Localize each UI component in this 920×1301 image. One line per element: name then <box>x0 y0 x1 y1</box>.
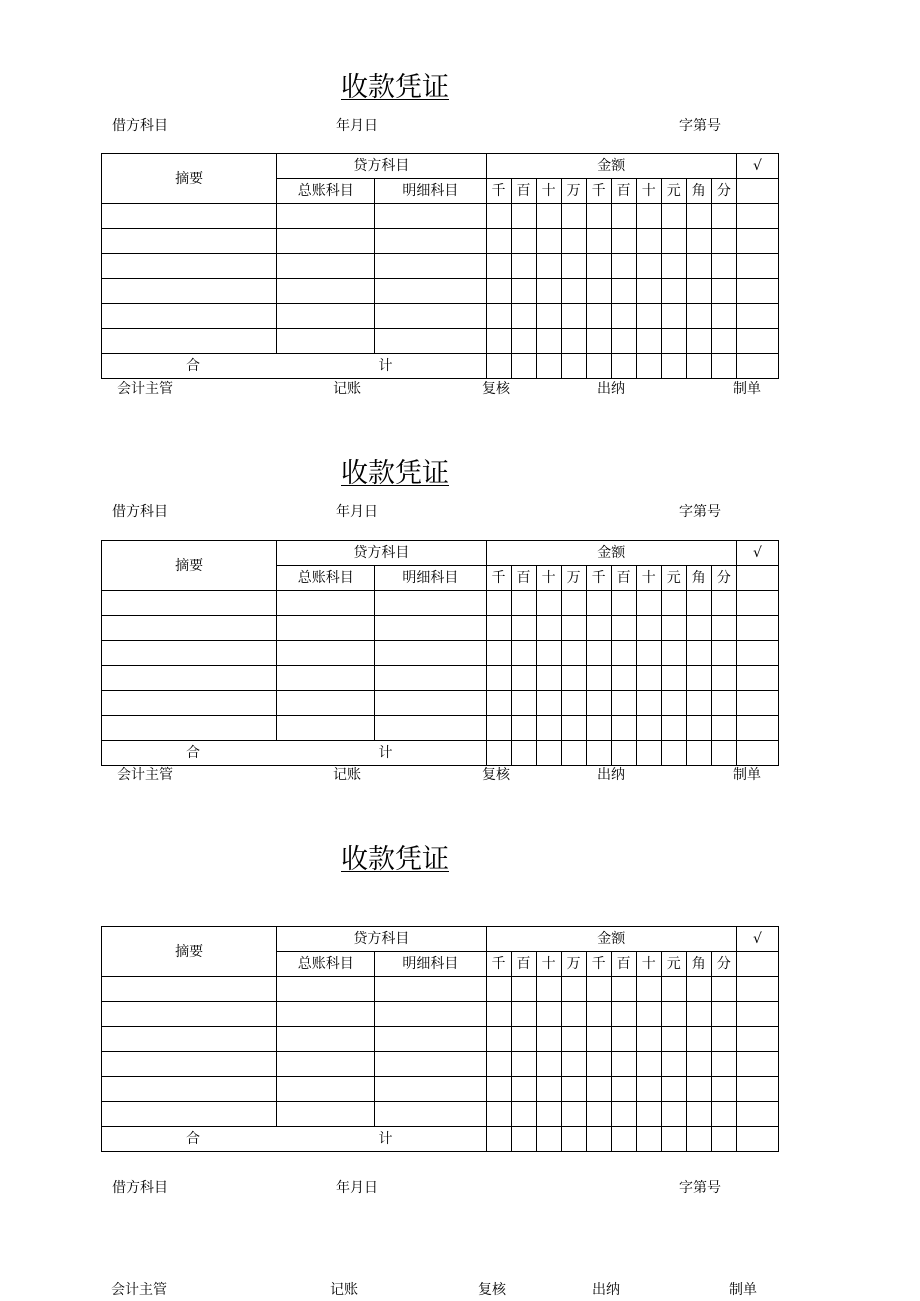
signature-supervisor: 会计主管 <box>111 1282 167 1298</box>
signature-cashier: 出纳 <box>597 767 625 783</box>
general-account-header: 总账科目 <box>277 179 375 204</box>
entry-row[interactable] <box>102 254 779 279</box>
entry-row[interactable] <box>102 1027 779 1052</box>
summary-header: 摘要 <box>102 541 277 591</box>
general-account-header: 总账科目 <box>277 566 375 591</box>
credit-account-header: 贷方科目 <box>277 541 486 566</box>
digit-header: 百 <box>611 179 636 204</box>
digit-header: 十 <box>636 566 661 591</box>
digit-header: 千 <box>486 566 511 591</box>
entry-row[interactable] <box>102 1102 779 1127</box>
detail-account-header: 明细科目 <box>375 952 486 977</box>
total-row <box>102 354 779 379</box>
entry-row[interactable] <box>102 616 779 641</box>
digit-header: 万 <box>561 179 586 204</box>
total-label-left: 合 <box>186 358 200 374</box>
entry-row[interactable] <box>102 204 779 229</box>
entry-row[interactable] <box>102 329 779 354</box>
credit-account-header: 贷方科目 <box>277 154 486 179</box>
voucher-number-label: 字第号 <box>679 504 721 520</box>
digit-header: 千 <box>586 952 611 977</box>
entry-row[interactable] <box>102 641 779 666</box>
total-row <box>102 741 779 766</box>
digit-header: 分 <box>711 952 736 977</box>
entry-row[interactable] <box>102 666 779 691</box>
general-account-header: 总账科目 <box>277 952 375 977</box>
digit-header: 百 <box>611 952 636 977</box>
entry-row[interactable] <box>102 591 779 616</box>
voucher-title: 收款凭证 <box>341 72 449 103</box>
digit-header: 元 <box>661 566 686 591</box>
digit-header: 万 <box>561 952 586 977</box>
digit-header: 百 <box>511 566 536 591</box>
digit-header: 千 <box>586 566 611 591</box>
digit-header: 百 <box>511 179 536 204</box>
check-cell[interactable] <box>736 566 778 591</box>
signature-preparer: 制单 <box>733 381 761 397</box>
digit-header: 十 <box>536 952 561 977</box>
signature-preparer: 制单 <box>729 1282 757 1298</box>
debit-account-label: 借方科目 <box>112 504 168 520</box>
total-label-right: 计 <box>378 745 393 761</box>
check-mark-header: √ <box>736 927 778 952</box>
total-label-right: 计 <box>378 1131 393 1147</box>
total-row <box>102 1127 779 1152</box>
signature-bookkeeper: 记账 <box>333 767 361 783</box>
date-label: 年月日 <box>336 118 378 134</box>
summary-header: 摘要 <box>102 927 277 977</box>
digit-header: 十 <box>536 179 561 204</box>
entry-row[interactable] <box>102 279 779 304</box>
signature-reviewer: 复核 <box>482 767 510 783</box>
signature-cashier: 出纳 <box>597 381 625 397</box>
voucher-title: 收款凭证 <box>341 844 449 875</box>
credit-account-header: 贷方科目 <box>277 927 486 952</box>
signature-supervisor: 会计主管 <box>117 767 173 783</box>
entry-row[interactable] <box>102 1002 779 1027</box>
check-cell[interactable] <box>736 179 778 204</box>
signature-supervisor: 会计主管 <box>117 381 173 397</box>
date-label: 年月日 <box>336 504 378 520</box>
digit-header: 十 <box>636 952 661 977</box>
debit-account-label: 借方科目 <box>112 1180 168 1196</box>
digit-header: 百 <box>611 566 636 591</box>
check-cell[interactable] <box>736 952 778 977</box>
check-mark-header: √ <box>736 541 778 566</box>
digit-header: 角 <box>686 566 711 591</box>
voucher-table <box>101 926 779 1152</box>
date-label: 年月日 <box>336 1180 378 1196</box>
entry-row[interactable] <box>102 229 779 254</box>
digit-header: 分 <box>711 566 736 591</box>
digit-header: 元 <box>661 952 686 977</box>
digit-header: 十 <box>536 566 561 591</box>
digit-header: 角 <box>686 179 711 204</box>
detail-account-header: 明细科目 <box>375 179 486 204</box>
voucher-table <box>101 540 779 766</box>
voucher-title: 收款凭证 <box>341 458 449 489</box>
check-mark-header: √ <box>736 154 778 179</box>
voucher-table <box>101 153 779 379</box>
signature-preparer: 制单 <box>733 767 761 783</box>
entry-row[interactable] <box>102 304 779 329</box>
total-label-right: 计 <box>378 358 393 374</box>
entry-row[interactable] <box>102 1077 779 1102</box>
voucher-number-label: 字第号 <box>679 118 721 134</box>
signature-reviewer: 复核 <box>478 1282 506 1298</box>
signature-bookkeeper: 记账 <box>333 381 361 397</box>
signature-cashier: 出纳 <box>592 1282 620 1298</box>
entry-row[interactable] <box>102 1052 779 1077</box>
entry-row[interactable] <box>102 691 779 716</box>
voucher-number-label: 字第号 <box>679 1180 721 1196</box>
debit-account-label: 借方科目 <box>112 118 168 134</box>
entry-row[interactable] <box>102 716 779 741</box>
amount-header: 金额 <box>486 154 736 179</box>
summary-header: 摘要 <box>102 154 277 204</box>
amount-header: 金额 <box>486 541 736 566</box>
signature-bookkeeper: 记账 <box>330 1282 358 1298</box>
digit-header: 千 <box>586 179 611 204</box>
detail-account-header: 明细科目 <box>375 566 486 591</box>
signature-reviewer: 复核 <box>482 381 510 397</box>
digit-header: 万 <box>561 566 586 591</box>
total-label-left: 合 <box>186 745 200 761</box>
digit-header: 百 <box>511 952 536 977</box>
digit-header: 千 <box>486 179 511 204</box>
digit-header: 分 <box>711 179 736 204</box>
entry-row[interactable] <box>102 977 779 1002</box>
total-label-left: 合 <box>186 1131 200 1147</box>
digit-header: 十 <box>636 179 661 204</box>
digit-header: 角 <box>686 952 711 977</box>
amount-header: 金额 <box>486 927 736 952</box>
digit-header: 元 <box>661 179 686 204</box>
digit-header: 千 <box>486 952 511 977</box>
